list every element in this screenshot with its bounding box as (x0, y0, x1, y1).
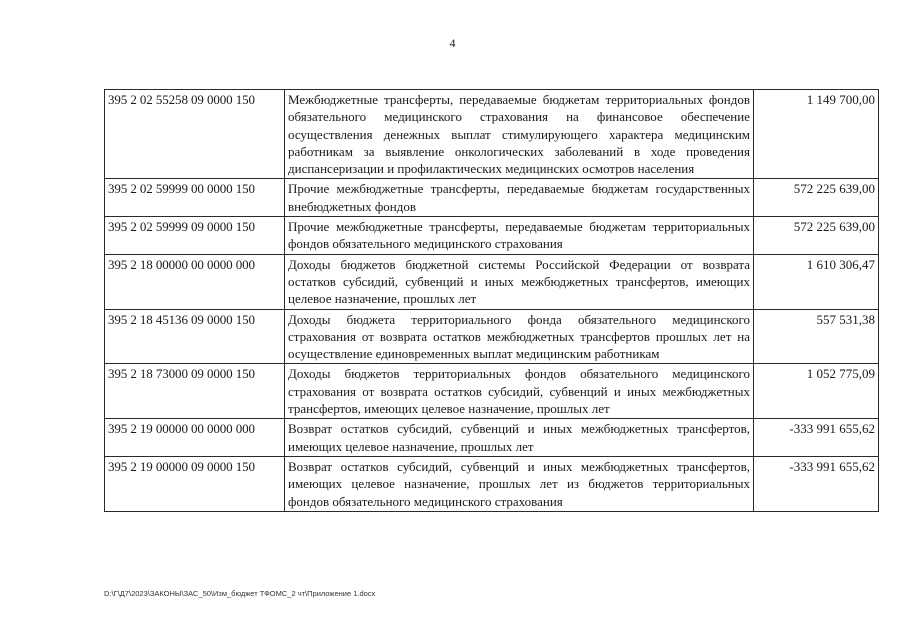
table-row (105, 364, 879, 419)
table-row (105, 254, 879, 309)
revenue-description: Прочие межбюджетные трансферты, передаваемые бюджетам государственных внебюджетных фондов (285, 179, 754, 217)
table-row (105, 179, 879, 217)
revenue-description: Доходы бюджета территориального фонда обязательного медицинского страхования от возврата остатков межбюджетных трансфертов прошлых лет на осуществление единовременных выплат медицинским работникам (285, 309, 754, 364)
revenue-description: Доходы бюджетов территориальных фондов обязательного медицинского страхования от возврата остатков субсидий, субвенций и иных межбюджетных трансфертов, имеющих целевое назначение, прошлых лет (285, 364, 754, 419)
revenue-description: Возврат остатков субсидий, субвенций и иных межбюджетных трансфертов, имеющих целевое назначение, прошлых лет (285, 419, 754, 457)
table-row (105, 309, 879, 364)
budget-classification-code: 395 2 19 00000 09 0000 150 (105, 456, 285, 511)
table-row (105, 217, 879, 255)
revenue-amount: 1 610 306,47 (754, 254, 879, 309)
revenue-amount: 572 225 639,00 (754, 217, 879, 255)
revenue-amount: 557 531,38 (754, 309, 879, 364)
budget-classification-code: 395 2 19 00000 00 0000 000 (105, 419, 285, 457)
table-row (105, 90, 879, 179)
table-row (105, 419, 879, 457)
budget-classification-code: 395 2 18 00000 00 0000 000 (105, 254, 285, 309)
budget-classification-code: 395 2 18 45136 09 0000 150 (105, 309, 285, 364)
revenue-table (104, 89, 879, 512)
budget-classification-code: 395 2 02 59999 09 0000 150 (105, 217, 285, 255)
budget-classification-code: 395 2 02 55258 09 0000 150 (105, 90, 285, 179)
table-row (105, 456, 879, 511)
revenue-description: Прочие межбюджетные трансферты, передаваемые бюджетам территориальных фондов обязательного медицинского страхования (285, 217, 754, 255)
revenue-description: Возврат остатков субсидий, субвенций и иных межбюджетных трансфертов, имеющих целевое назначение, прошлых лет из бюджетов территориальных фондов обязательного медицинского страхования (285, 456, 754, 511)
revenue-amount: 1 149 700,00 (754, 90, 879, 179)
revenue-amount: -333 991 655,62 (754, 456, 879, 511)
budget-classification-code: 395 2 18 73000 09 0000 150 (105, 364, 285, 419)
revenue-description: Межбюджетные трансферты, передаваемые бюджетам территориальных фондов обязательного медицинского страхования на финансовое обеспечение осуществления денежных выплат стимулирующего характера медицинским работникам за выявление онкологических заболеваний в ходе проведения диспансеризации и профилактических медицинских осмотров населения (285, 90, 754, 179)
revenue-amount: -333 991 655,62 (754, 419, 879, 457)
page-number: 4 (449, 36, 456, 50)
budget-classification-code: 395 2 02 59999 00 0000 150 (105, 179, 285, 217)
document-file-path: D:\Г\Д7\2023\ЗАКОНЫ\ЗАС_50\Изм_бюджет ТФОМС_2 чт\Приложение 1.docx (104, 589, 376, 598)
revenue-amount: 572 225 639,00 (754, 179, 879, 217)
revenue-amount: 1 052 775,09 (754, 364, 879, 419)
revenue-description: Доходы бюджетов бюджетной системы Российской Федерации от возврата остатков субсидий, субвенций и иных межбюджетных трансфертов, имеющих целевое назначение, прошлых лет (285, 254, 754, 309)
